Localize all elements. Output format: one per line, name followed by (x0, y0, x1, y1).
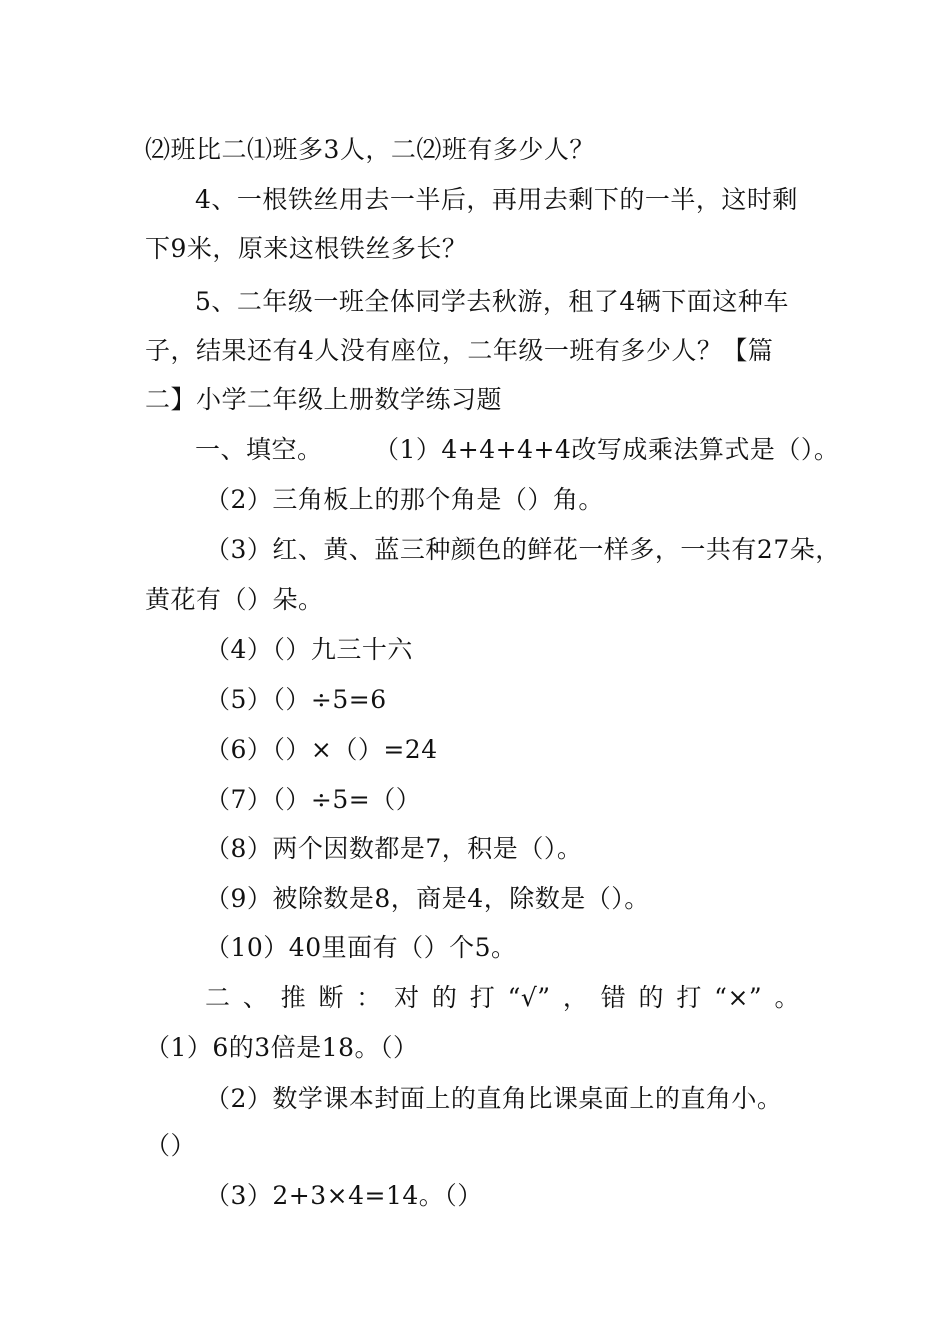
fill-blank-10: （10）40里面有（）个5。 (205, 933, 517, 962)
fill-blank-5: （5）（）÷5=6 (205, 685, 387, 714)
fill-blank-3-line-1: （3）红、黄、蓝三种颜色的鲜花一样多，一共有27朵， (205, 535, 841, 564)
fill-blank-9: （9）被除数是8，商是4，除数是（）。 (205, 884, 650, 913)
problem-4-line-1: 4、一根铁丝用去一半后，再用去剩下的一半，这时剩 (195, 185, 798, 214)
judgment-3: （3）2+3×4=14。（） (205, 1181, 483, 1210)
judgment-2-line-2: （） (145, 1131, 197, 1160)
fill-blank-heading: 一、填空。 （1）4+4+4+4改写成乘法算式是（）。 (195, 435, 840, 464)
fill-blank-7: （7）（）÷5=（） (205, 785, 422, 814)
fill-blank-3-line-2: 黄花有（）朵。 (145, 585, 324, 614)
judgment-heading: 二、推断：对的打“√”，错的打“×”。 (205, 983, 800, 1012)
text-line-1: ⑵班比二⑴班多3人，二⑵班有多少人？ (145, 135, 595, 164)
fill-blank-6: （6）（）×（）=24 (205, 735, 438, 764)
problem-5-line-2: 子，结果还有4人没有座位，二年级一班有多少人？【篇 (145, 336, 774, 365)
problem-4-line-2: 下9米，原来这根铁丝多长？ (145, 234, 468, 263)
section-heading-part-2: 二】小学二年级上册数学练习题 (145, 385, 503, 414)
problem-5-line-1: 5、二年级一班全体同学去秋游，租了4辆下面这种车 (195, 287, 789, 316)
fill-blank-2: （2）三角板上的那个角是（）角。 (205, 485, 604, 514)
judgment-2-line-1: （2）数学课本封面上的直角比课桌面上的直角小。 (205, 1084, 783, 1113)
judgment-1: （1）6的3倍是18。（） (145, 1033, 419, 1062)
fill-blank-4: （4）（）九三十六 (205, 635, 413, 664)
fill-blank-8: （8）两个因数都是7，积是（）。 (205, 834, 583, 863)
